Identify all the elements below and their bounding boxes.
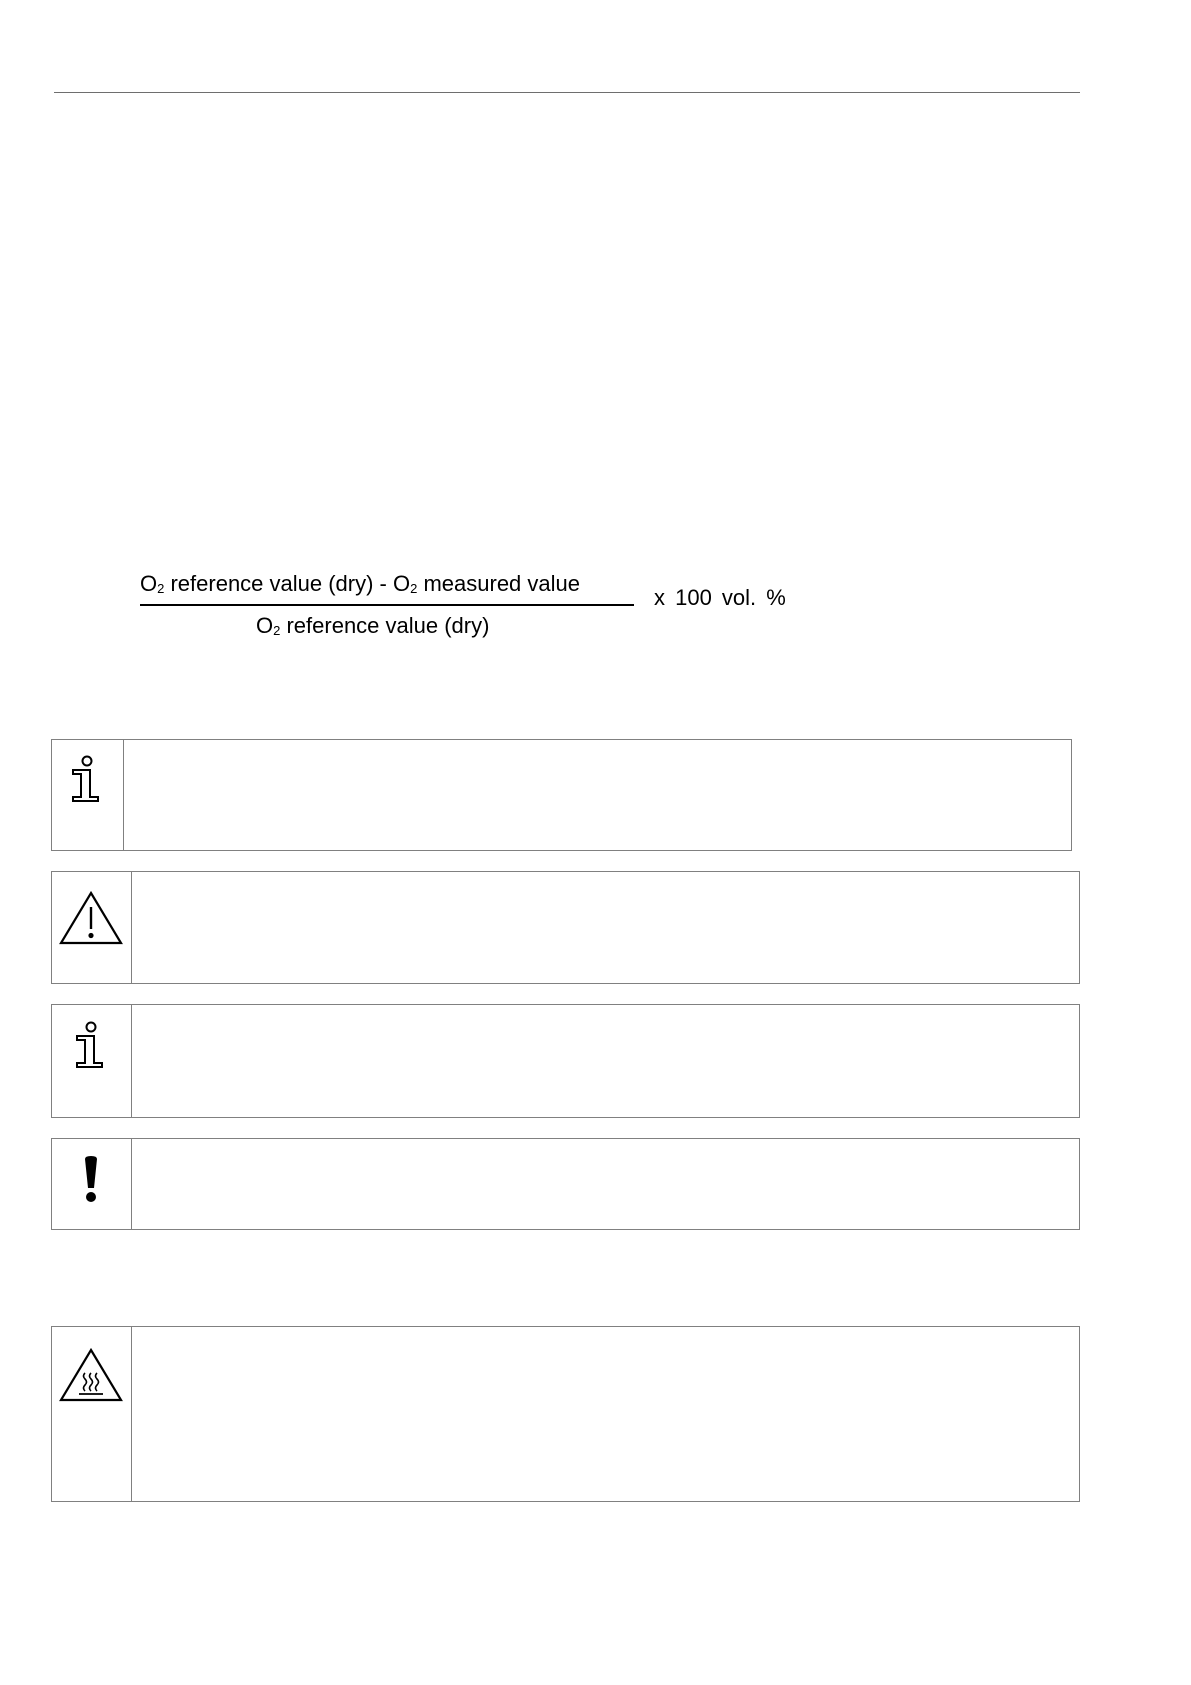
notice-icon-cell <box>52 872 132 983</box>
numerator-text-1: reference value (dry) - O <box>164 571 411 596</box>
info-notice-box <box>51 739 1072 851</box>
info-icon <box>70 755 104 803</box>
numerator-subscript-2: 2 <box>410 581 418 596</box>
notice-icon-cell <box>52 740 124 850</box>
hot-surface-notice-box <box>51 1326 1080 1502</box>
oxygen-formula <box>140 568 940 648</box>
notice-body <box>123 740 1071 850</box>
info-notice-box-2 <box>51 1004 1080 1118</box>
warning-notice-box <box>51 871 1080 984</box>
notice-body <box>131 1327 1079 1501</box>
warning-triangle-icon <box>59 890 123 946</box>
info-icon <box>74 1021 108 1069</box>
numerator-o: O <box>140 571 158 596</box>
header-rule <box>54 92 1080 93</box>
important-notice-box <box>51 1138 1080 1230</box>
exclamation-icon <box>80 1156 102 1204</box>
hot-surface-icon <box>59 1347 123 1403</box>
notice-body <box>131 1005 1079 1117</box>
numerator-text-2: measured value <box>417 571 580 596</box>
numerator-subscript: 2 <box>157 581 165 596</box>
notice-icon-cell <box>52 1139 132 1229</box>
denominator-text: reference value (dry) <box>280 613 490 638</box>
notice-body <box>131 872 1079 983</box>
formula-multiplier: x 100 vol. % <box>654 585 786 610</box>
fraction-bar <box>140 604 634 606</box>
formula-denominator <box>256 613 489 639</box>
notice-icon-cell <box>52 1005 132 1117</box>
formula-numerator <box>140 571 580 597</box>
denominator-o: O <box>256 613 274 638</box>
denominator-subscript: 2 <box>273 623 281 638</box>
notice-icon-cell <box>52 1327 132 1501</box>
notice-body <box>131 1139 1079 1229</box>
